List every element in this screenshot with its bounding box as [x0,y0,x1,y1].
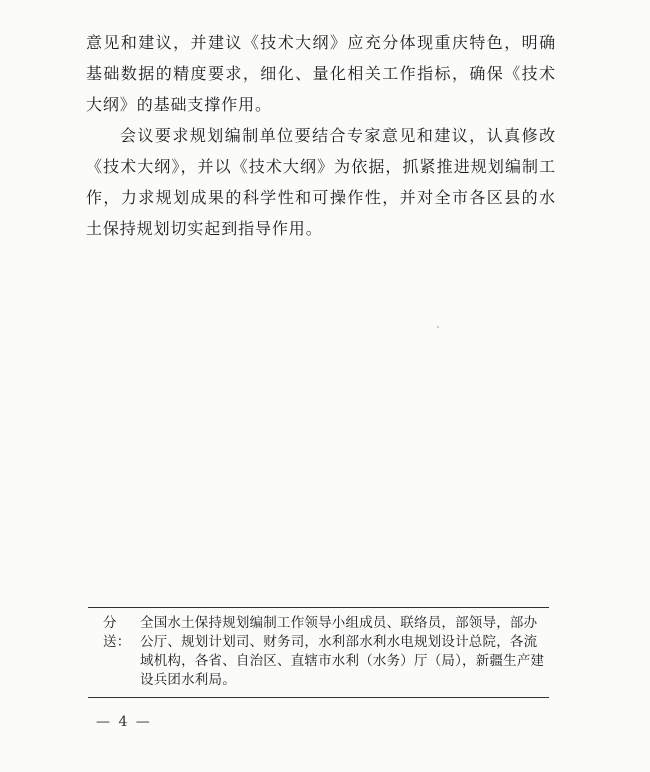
distribution-list [103,614,549,690]
page-number: — 4 — [96,714,152,730]
paragraph-meeting-requirements: 会议要求规划编制单位要结合专家意见和建议，认真修改《技术大纲》，并以《技术大纲》为依据，抓紧推进规划编制工作，力求规划成果的科学性和可操作性，并对全市各区县的水土保持规划切实起到指导作用。 [86,126,556,238]
paragraph-continuation: 意见和建议，并建议《技术大纲》应充分体现重庆特色，明确基础数据的精度要求，细化、量化相关工作指标，确保《技术大纲》的基础支撑作用。 [86,33,556,114]
divider-bottom [88,697,549,698]
distribution-label: 分送： [103,615,131,650]
body-text [86,27,556,244]
divider-top [88,607,549,608]
distribution-recipients: 全国水土保持规划编制工作领导小组成员、联络员，部领导，部办公厅、规划计划司、财务司，水利部水利水电规划设计总院，各流域机构，各省、自治区、直辖市水利（水务）厅（局），新疆生产建设兵团水利局。 [140,615,545,688]
scan-speck [437,326,439,328]
